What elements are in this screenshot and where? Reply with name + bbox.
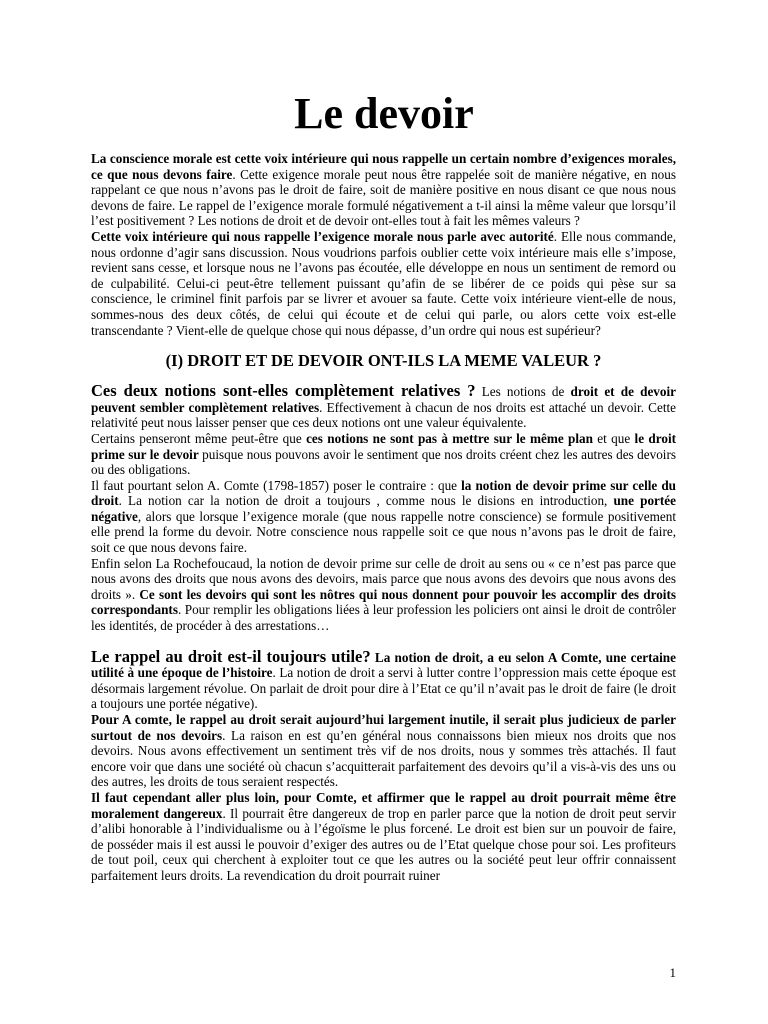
bold-text: Il faut cependant aller plus loin, pour Comte, et affirmer que le rappel au droit pourrait même être moralement dangereux	[91, 789, 676, 821]
section1-paragraph-3	[91, 478, 676, 556]
text-run: . La notion de droit a servi à lutter contre l’oppression mais cette époque est désormais largement révolue. On parlait de droit pour dire à l’Etat ce qu’il n’avait pas le droit de faire (le droit a toujours une portée négative).	[91, 665, 677, 712]
bold-text: La conscience morale est cette voix intérieure qui nous rappelle un certain nombre d’exigences morales, ce que nous devons faire	[91, 151, 676, 182]
page-number: 1	[669, 965, 676, 980]
bold-text: la notion de devoir prime sur celle du droit	[91, 477, 676, 509]
text-run: et que	[592, 430, 635, 446]
bold-text: le droit prime sur le devoir	[91, 430, 677, 462]
text-run: Enfin selon La Rochefoucaud, la notion de devoir prime sur celle de droit au sens ou « ce n’est pas parce que nous avons des droits que nous avons des devoirs, mais parce que nous avons des devoirs que nous avons des droits ».	[91, 555, 676, 602]
bold-text: droit et de devoir peuvent sembler complètement relatives	[91, 384, 676, 415]
section-question: Ces deux notions sont-elles complètement relatives ?	[91, 381, 476, 401]
section2-paragraph-2	[91, 712, 676, 790]
document-body	[91, 151, 676, 884]
section1-paragraph-2	[91, 431, 676, 478]
text-run: . Effectivement à chacun de nos droits est attaché un devoir. Cette relativité peut nous laisser penser que ces deux notions ont une valeur équivalente.	[91, 399, 676, 431]
text-run: . La raison en est qu’en général nous connaissons bien mieux nos droits que nos devoirs. Nous avons effectivement un sentiment très vif de nos droits, nous y sommes très attachés. Il faut encore voir que dans une société où chacun s’acquitterait parfaitement des devoirs qu’il a vis-à-vis des uns ou des autres, les droits de tous seraient respectés.	[91, 727, 676, 790]
text-run: Il faut pourtant selon A. Comte (1798-1857) poser le contraire : que	[91, 477, 462, 493]
text-run: puisque nous pouvons avoir le sentiment que nos droits créent chez les autres des devoirs ou des obligations.	[91, 446, 676, 478]
text-run: . Elle nous commande, nous ordonne d’agir sans discussion. Nous voudrions parfois oublier cette voix intérieure mais elle s’impose, revient sans cesse, et lorsque nous ne l’avons pas écoutée, elle développe en nous un sentiment de remord ou de culpabilité. Celui-ci peut-être tellement puissant qu’afin de se libérer de ce poids qui pèse sur sa conscience, le criminel finit parfois par se livrer et avouer sa faute. Cette voix intérieure vient-elle de nous, sommes-nous des deux côtés, de celui qui écoute et de celui qui parle, ou alors cette voix est-elle transcendante ? Vient-elle de quelque chose qui nous dépasse, d’un ordre qui nous est supérieur?	[91, 228, 676, 338]
bold-text: Pour A comte, le rappel au droit serait aujourd’hui largement inutile, il serait plus judicieux de parler surtout de nos devoirs	[91, 712, 676, 743]
text-run: Certains penseront même peut-être que	[91, 430, 307, 446]
section2-paragraph-3	[91, 790, 676, 884]
intro-paragraph-1	[91, 151, 676, 229]
section1-paragraph-4	[91, 556, 676, 634]
page-title: Le devoir	[294, 89, 474, 138]
text-run: Les notions de	[475, 384, 571, 400]
bold-text: ces notions ne sont pas à mettre sur le même plan	[306, 430, 593, 446]
text-run: . Cette exigence morale peut nous être rappelée soit de manière négative, en nous rappelant ce que nous n’avons pas le droit de faire, soit de manière positive en nous disant ce que nous nous devons de faire. Le rappel de l’exigence morale formulé négativement a t-il ainsi la même valeur que lorsqu’il l’est positivement ? Les notions de droit et de devoir ont-elles tout à fait les mêmes valeurs ?	[91, 166, 676, 229]
bold-text: une portée négative	[91, 493, 676, 524]
intro-paragraph-2	[91, 229, 676, 338]
bold-text: La notion de droit, a eu selon A Comte, une certaine utilité à une époque de l’histoire	[91, 649, 676, 681]
text-run: . Il pourrait être dangereux de trop en parler parce que la notion de droit peut servir d’alibi honorable à l’individualisme ou à l’égoïsme le plus forcené. Le droit est bien sur un pouvoir de faire, de posséder mais il est aussi le pouvoir d’exiger des autres ou de l’Etat quelque chose pour soi. Les profiteurs de tout poil, ceux qui cherchent à exploiter tout ce que les autres ou la société peut leur offrir connaissent parfaitement leurs droits. La revendication du droit pourrait ruiner	[91, 805, 676, 883]
bold-text: Ce sont les devoirs qui sont les nôtres qui nous donnent pour pouvoir les accomplir des droits correspondants	[91, 586, 676, 618]
section1-paragraph-1	[91, 383, 676, 431]
section2-paragraph-1	[91, 646, 677, 712]
text-run: , alors que lorsque l’exigence morale (que nous rappelle notre conscience) se formule positivement elle prend la forme du devoir. Notre conscience nous rappelle soit ce que nous n’avons pas le droit de faire, soit ce que nous devons faire.	[91, 508, 676, 556]
text-run: . Pour remplir les obligations liées à leur profession les policiers ont ainsi le droit de contrôler les identités, de procéder à des arrestations…	[91, 602, 676, 634]
text-run: . La notion car la notion de droit a toujours , comme nous le disions en introduction,	[118, 493, 614, 509]
section-question: Le rappel au droit est-il toujours utile?	[91, 646, 371, 666]
bold-text: Cette voix intérieure qui nous rappelle l’exigence morale nous parle avec autorité	[91, 228, 554, 244]
section-heading: (I) DROIT ET DE DEVOIR ONT-ILS LA MEME VALEUR ?	[165, 351, 602, 371]
